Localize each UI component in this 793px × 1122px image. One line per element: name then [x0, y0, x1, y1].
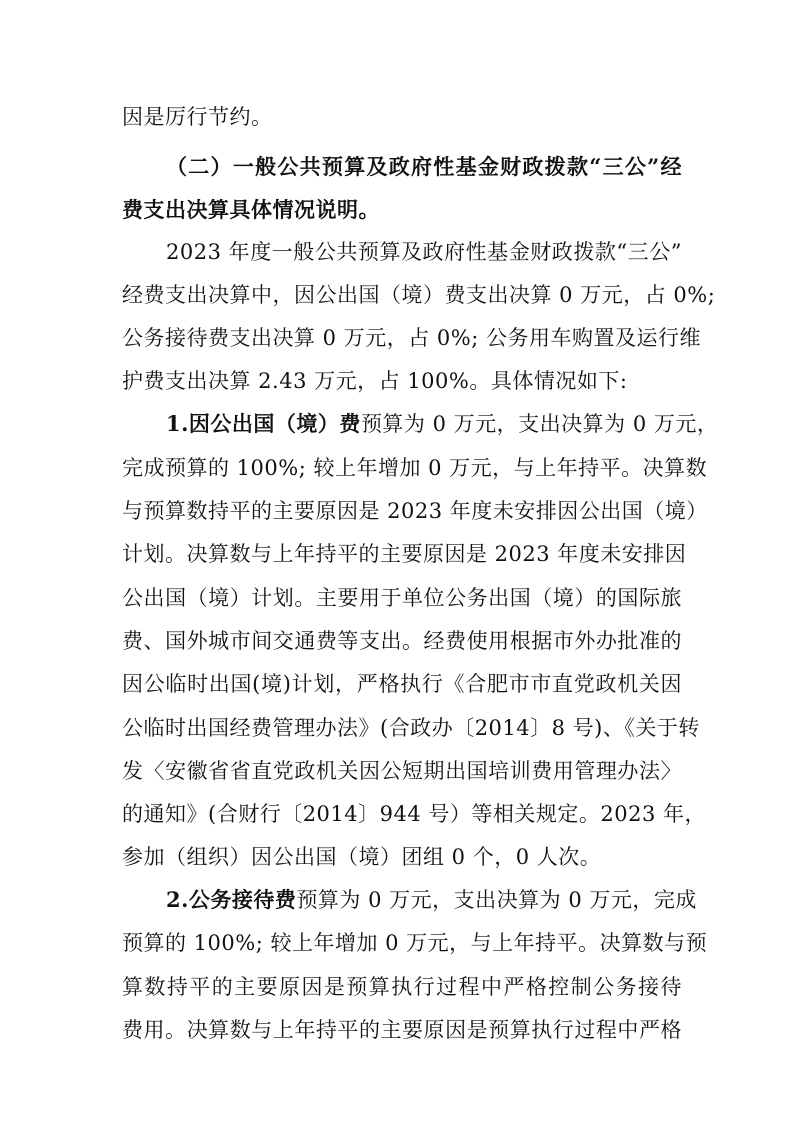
text-line: 因是厉行节约。	[122, 105, 273, 129]
item-2-text: 预算为 0 万元，支出决算为 0 万元，完成	[296, 888, 697, 912]
text-line: 公临时出国经费管理办法》(合政办〔2014〕8 号)、《关于转	[122, 716, 700, 740]
text-line: 费用。决算数与上年持平的主要原因是预算执行过程中严格	[122, 1018, 682, 1042]
section-heading-line-2: 费支出决算具体情况说明。	[122, 197, 380, 222]
section-heading-line-1: （二）一般公共预算及政府性基金财政拨款“三公”经	[166, 154, 682, 179]
text-line: 完成预算的 100%; 较上年增加 0 万元，与上年持平。决算数	[122, 456, 708, 480]
text-line: 因公临时出国(境)计划，严格执行《合肥市市直党政机关因	[122, 672, 682, 696]
text-line: 计划。决算数与上年持平的主要原因是 2023 年度未安排因	[122, 542, 687, 566]
item-1-lead: 1.因公出国（境）费	[166, 411, 361, 436]
text-line: 费、国外城市间交通费等支出。经费使用根据市外办批准的	[122, 629, 682, 653]
item-2-first-line	[166, 880, 697, 920]
text-line: 护费支出决算 2.43 万元，占 100%。具体情况如下:	[122, 369, 628, 393]
item-2-lead: 2.公务接待费	[166, 887, 297, 912]
text-line: 2023 年度一般公共预算及政府性基金财政拨款“三公”	[166, 240, 682, 264]
item-1-first-line	[166, 404, 719, 444]
text-line: 的通知》(合财行〔2014〕944 号）等相关规定。2023 年，	[122, 802, 707, 826]
text-line: 发〈安徽省省直党政机关因公短期出国培训费用管理办法〉	[122, 759, 682, 783]
text-line: 经费支出决算中，因公出国（境）费支出决算 0 万元，占 0%;	[122, 283, 716, 307]
item-1-text: 预算为 0 万元，支出决算为 0 万元，	[360, 412, 719, 436]
text-line: 预算的 100%; 较上年增加 0 万元，与上年持平。决算数与预	[122, 931, 708, 955]
text-line: 公出国（境）计划。主要用于单位公务出国（境）的国际旅	[122, 586, 682, 610]
text-line: 参加（组织）因公出国（境）团组 0 个，0 人次。	[122, 845, 602, 869]
text-line: 算数持平的主要原因是预算执行过程中严格控制公务接待	[122, 975, 682, 999]
text-line: 与预算数持平的主要原因是 2023 年度未安排因公出国（境）	[122, 499, 708, 523]
text-line: 公务接待费支出决算 0 万元，占 0%; 公务用车购置及运行维	[122, 326, 701, 350]
